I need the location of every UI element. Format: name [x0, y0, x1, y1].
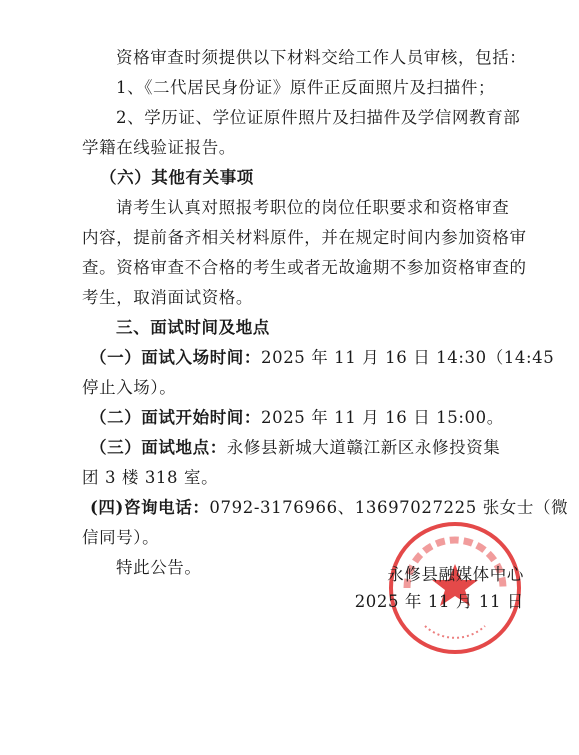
paragraph-material-1: 1、《二代居民身份证》原件正反面照片及扫描件； [116, 78, 496, 97]
section-heading-interview: 三、面试时间及地点 [116, 318, 270, 337]
item-start-time [90, 408, 530, 428]
paragraph-other-1: 请考生认真对照报考职位的岗位任职要求和资格审查 [116, 198, 510, 217]
item-start-time-label: （二）面试开始时间： [90, 408, 261, 427]
paragraph-other-2: 内容，提前备齐相关材料原件，并在规定时间内参加资格审 [82, 228, 527, 247]
item-entry-time-label: （一）面试入场时间： [90, 348, 261, 367]
item-phone-label: (四)咨询电话： [90, 498, 210, 517]
seal-code-glyphs [425, 626, 485, 638]
signature-organization: 永修县融媒体中心 [387, 565, 524, 584]
item-phone-cont: 信同号）。 [82, 528, 160, 547]
paragraph-materials-intro: 资格审查时须提供以下材料交给工作人员审核，包括： [116, 48, 527, 67]
closing-text: 特此公告。 [116, 558, 202, 577]
signature-date: 2025 年 11 月 11 日 [354, 592, 524, 611]
item-entry-time [90, 348, 555, 368]
item-phone [90, 498, 569, 518]
paragraph-other-3: 查。资格审查不合格的考生或者无故逾期不参加资格审查的 [82, 258, 527, 277]
paragraph-other-4: 考生，取消面试资格。 [82, 288, 253, 307]
section-heading-other-matters: （六）其他有关事项 [100, 168, 254, 187]
item-start-time-value: 2025 年 11 月 16 日 15:00。 [261, 408, 504, 427]
paragraph-material-2-cont: 学籍在线验证报告。 [82, 138, 236, 157]
item-location [90, 438, 530, 458]
item-location-label: （三）面试地点： [90, 438, 227, 457]
item-location-cont: 团 3 楼 318 室。 [82, 468, 219, 487]
item-entry-time-cont: 停止入场）。 [82, 378, 177, 397]
item-entry-time-value: 2025 年 11 月 16 日 14:30（14:45 [261, 348, 555, 367]
official-seal [385, 518, 525, 658]
item-phone-value: 0792-3176966、13697027225 张女士（微 [209, 498, 569, 517]
paragraph-material-2: 2、学历证、学位证原件照片及扫描件及学信网教育部 [116, 108, 521, 127]
item-location-value: 永修县新城大道赣江新区永修投资集 [226, 438, 501, 457]
